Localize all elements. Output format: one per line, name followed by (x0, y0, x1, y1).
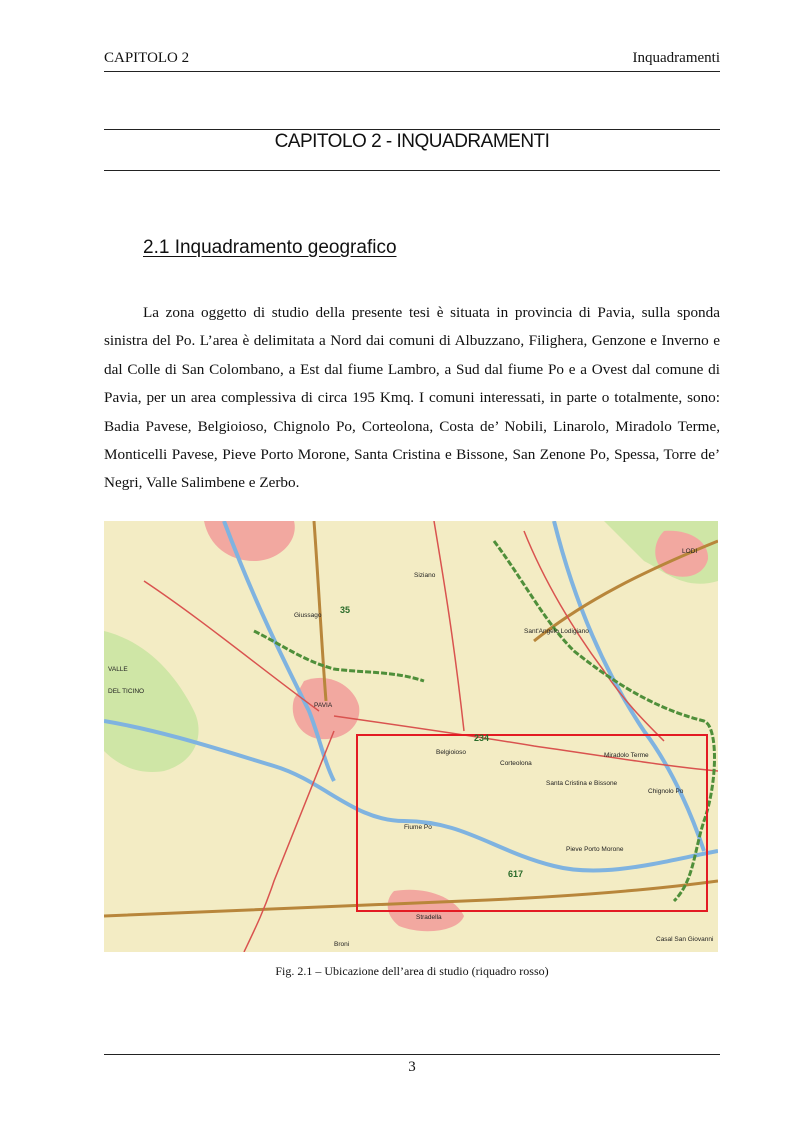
label-lodi: LODI (682, 548, 698, 555)
label-pieve: Pieve Porto Morone (566, 846, 624, 853)
label-giussago: Giussago (294, 612, 322, 619)
location-map (104, 521, 718, 952)
label-siziano: Siziano (414, 572, 436, 579)
label-ticino: DEL TICINO (108, 688, 145, 695)
section-title: 2.1 Inquadramento geografico (143, 237, 397, 258)
header-section: Inquadramenti (632, 50, 720, 66)
header-chapter: CAPITOLO 2 (104, 50, 190, 66)
map-svg (104, 521, 718, 952)
route-234: 234 (474, 733, 490, 743)
label-belgioioso: Belgioioso (436, 749, 466, 756)
label-valle: VALLE (108, 666, 128, 673)
title-rule-bottom (104, 170, 720, 171)
body-paragraph: La zona oggetto di studio della presente tesi è situata in provincia di Pavia, sulla sponda sinistra del Po. L’area è delimitata a Nord dai comuni di Albuzzano, Filighera, Genzone e Inverno e dal Colle di San Colombano, a Est dal fiume Lambro, a Sud dal fiume Po e a Ovest dal comune di Pavia, per un area complessiva di circa 195 Kmq. I comuni interessati, in parte o totalmente, sono: Badia Pavese, Belgioioso, Chignolo Po, Corteolona, Costa de’ Nobili, Linarolo, Miradolo Terme, Monticelli Pavese, Pieve Porto Morone, Santa Cristina e Bissone, San Zenone Po, Spessa, Torre de’ Negri, Valle Salimbene e Zerbo. (104, 304, 720, 492)
route-35: 35 (340, 605, 351, 615)
title-rule-top (104, 129, 720, 130)
label-casal-san-giovanni: Casal San Giovanni (656, 936, 714, 943)
figure-caption: Fig. 2.1 – Ubicazione dell’area di studio (riquadro rosso) (275, 964, 549, 978)
route-617: 617 (508, 869, 524, 879)
label-fiume-po: Fiume Po (404, 824, 432, 831)
label-sant-angelo: Sant'Angelo Lodigiano (524, 628, 589, 635)
label-corteolona: Corteolona (500, 760, 532, 767)
label-chignolo: Chignolo Po (648, 788, 684, 795)
label-broni: Broni (334, 941, 350, 948)
page-number: 3 (408, 1059, 416, 1075)
label-stradella: Stradella (416, 914, 442, 921)
label-pavia: PAVIA (314, 702, 333, 709)
footer-rule (104, 1054, 720, 1055)
page-header (104, 50, 720, 70)
label-miradolo: Miradolo Terme (604, 752, 649, 759)
chapter-title: CAPITOLO 2 - INQUADRAMENTI (274, 131, 550, 152)
label-santa-cristina: Santa Cristina e Bissone (546, 780, 618, 787)
header-rule (104, 71, 720, 72)
